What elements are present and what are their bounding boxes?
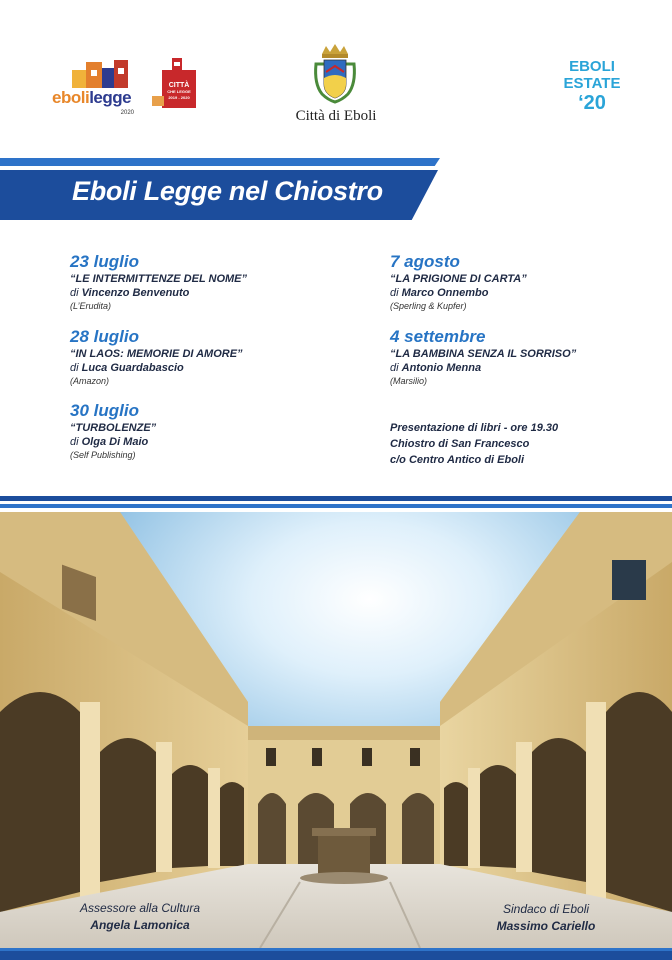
- event-publisher: (Self Publishing): [70, 450, 136, 460]
- event-item: [390, 327, 670, 388]
- event-author: di Antonio Menna: [390, 362, 482, 374]
- city-name: Città di Eboli: [295, 108, 377, 124]
- event-info: [390, 420, 630, 468]
- separator-band: [0, 496, 672, 501]
- page-title: Eboli Legge nel Chiostro: [72, 176, 383, 206]
- credit-role: Assessore alla Cultura: [79, 901, 201, 915]
- info-location: c/o Centro Antico di Eboli: [390, 454, 525, 466]
- event-item: [70, 252, 350, 313]
- event-author: di Luca Guardabascio: [70, 362, 184, 374]
- event-book-title: “LA BAMBINA SENZA IL SORRISO”: [390, 348, 577, 360]
- credit-right: [436, 901, 656, 935]
- separator-band-light: [0, 504, 672, 508]
- books-building-icon: [66, 58, 150, 92]
- event-author: di Olga Di Maio: [70, 436, 149, 448]
- event-publisher: (Amazon): [70, 376, 110, 386]
- credit-left: [30, 900, 250, 934]
- event-book-title: “LA PRIGIONE DI CARTA”: [390, 273, 527, 285]
- eboli-legge-wordmark: ebolilegge: [52, 88, 132, 107]
- event-item: [70, 401, 350, 462]
- event-book-title: “IN LAOS: MEMORIE DI AMORE”: [70, 348, 243, 360]
- eboli-estate-logo: EBOLI ESTATE ‘20: [563, 58, 621, 114]
- credit-name: Angela Lamonica: [90, 918, 190, 932]
- citta-che-legge-logo: [148, 56, 202, 110]
- event-book-title: “LE INTERMITTENZE DEL NOME”: [70, 273, 248, 285]
- credit-name: Massimo Cariello: [496, 919, 596, 933]
- info-time: Presentazione di libri - ore 19.30: [390, 422, 559, 434]
- title-banner-stripe: [0, 158, 440, 166]
- event-date: 23 luglio: [70, 252, 139, 271]
- eboli-legge-year: 2020: [120, 110, 134, 116]
- event-author: di Vincenzo Benvenuto: [70, 287, 190, 299]
- event-date: 4 settembre: [390, 327, 486, 346]
- event-item: [70, 327, 350, 388]
- info-venue: Chiostro di San Francesco: [390, 438, 530, 450]
- credit-role: Sindaco di Eboli: [502, 902, 590, 916]
- event-author: di Marco Onnembo: [390, 287, 489, 299]
- city-crest-icon: [312, 44, 358, 106]
- cloister-photo: [0, 512, 672, 948]
- event-item: [390, 252, 670, 313]
- event-publisher: (L’Erudita): [70, 301, 112, 311]
- citta-che-legge-text: CITTÀ CHE LEGGE 2019 - 2020: [167, 82, 191, 100]
- event-publisher: (Marsilio): [390, 376, 427, 386]
- event-publisher: (Sperling & Kupfer): [390, 301, 467, 311]
- eboli-legge-logo: [52, 58, 136, 116]
- event-date: 28 luglio: [70, 327, 139, 346]
- bottom-band: [0, 948, 672, 960]
- event-date: 7 agosto: [390, 252, 460, 271]
- event-book-title: “TURBOLENZE”: [70, 422, 157, 434]
- event-date: 30 luglio: [70, 401, 139, 420]
